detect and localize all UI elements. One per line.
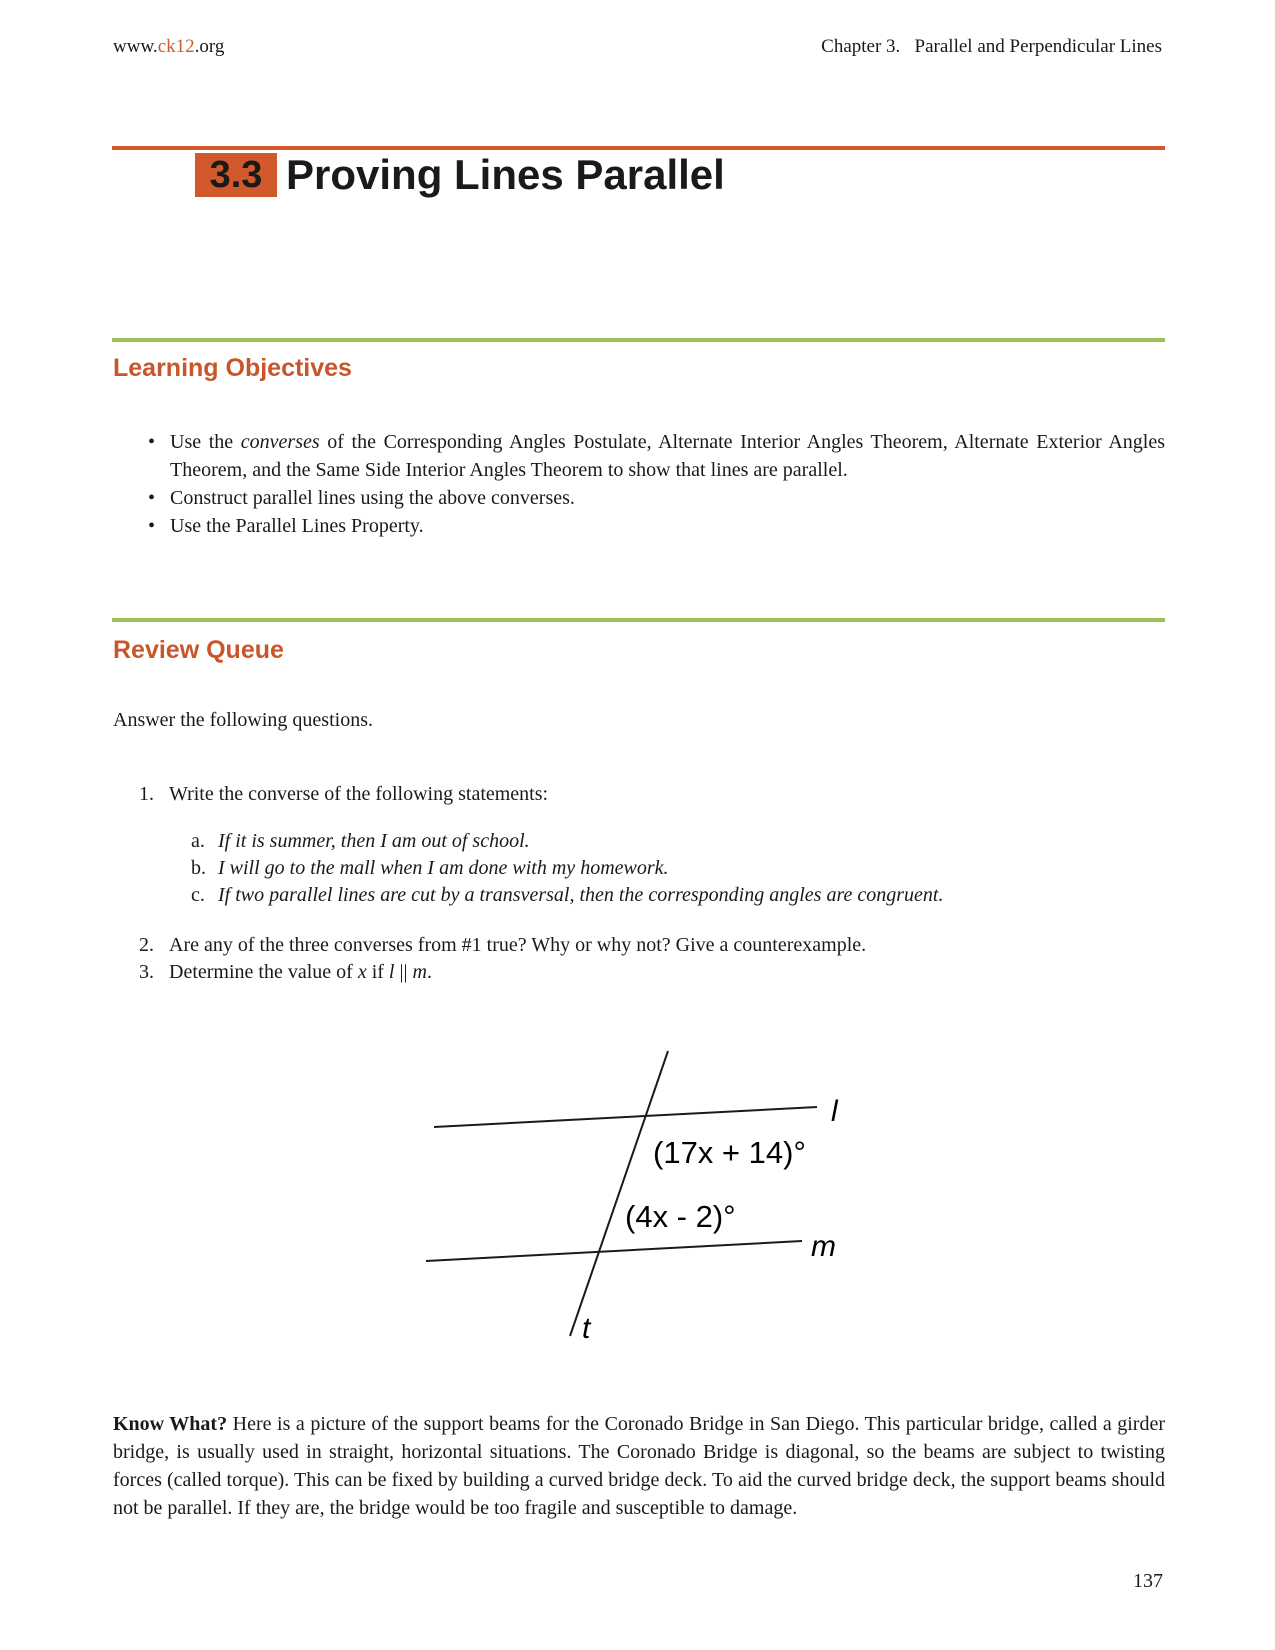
q3-line-m: m bbox=[412, 961, 427, 983]
site-url bbox=[113, 36, 224, 58]
line-m bbox=[426, 1241, 802, 1261]
sub-c-text: If two parallel lines are cut by a transversal, then the corresponding angles are congruent. bbox=[218, 884, 944, 906]
objective-text: Use the bbox=[170, 431, 241, 453]
question-2-text: Are any of the three converses from #1 true? Why or why not? Give a counterexample. bbox=[169, 934, 867, 956]
q3-text: Determine the value of bbox=[169, 961, 358, 983]
section-title: Proving Lines Parallel bbox=[286, 151, 725, 198]
site-url-suffix: .org bbox=[194, 36, 225, 57]
objective-item bbox=[148, 484, 1165, 512]
question-3-text bbox=[169, 958, 432, 986]
q3-line-l: l bbox=[388, 961, 395, 983]
question-3-number: 3. bbox=[139, 961, 154, 983]
page-number: 137 bbox=[1133, 1570, 1163, 1592]
site-url-prefix: www. bbox=[113, 36, 158, 57]
transversal-t bbox=[570, 1051, 668, 1336]
sub-a-text: If it is summer, then I am out of school. bbox=[218, 830, 530, 852]
chapter-header: Chapter 3. Parallel and Perpendicular Lines bbox=[821, 36, 1162, 57]
objective-text: Use the Parallel Lines Property. bbox=[170, 515, 424, 537]
sub-a-letter: a. bbox=[191, 830, 205, 852]
angle-top-label: (17x + 14)° bbox=[653, 1135, 806, 1170]
line-l bbox=[434, 1107, 817, 1127]
objective-text: Construct parallel lines using the above converses. bbox=[170, 487, 575, 509]
question-1-text: Write the converse of the following statements: bbox=[169, 783, 549, 805]
q3-text-mid: if bbox=[366, 961, 389, 983]
objective-emphasis: converses bbox=[240, 431, 320, 453]
label-t: t bbox=[582, 1312, 591, 1345]
objectives-heading: Learning Objectives bbox=[113, 354, 352, 382]
site-url-accent: ck12 bbox=[157, 36, 195, 57]
section-number: 3.3 bbox=[195, 153, 277, 197]
label-l: l bbox=[831, 1095, 838, 1128]
sub-b-text: I will go to the mall when I am done with my homework. bbox=[218, 857, 669, 879]
objective-text-rest: of the Corresponding Angles Postulate, Alternate Interior Angles Theorem, Alternate Exterior Angles Theorem, and the Same Side Interior Angles Theorem to show that lines are parallel. bbox=[170, 431, 1165, 481]
q3-variable-x: x bbox=[357, 961, 367, 983]
objective-item bbox=[148, 428, 1165, 484]
know-what-lead: Know What? bbox=[113, 1413, 228, 1435]
objectives-rule bbox=[112, 338, 1165, 342]
label-m: m bbox=[811, 1230, 836, 1263]
know-what-paragraph bbox=[113, 1410, 1165, 1522]
objective-item bbox=[148, 512, 1165, 540]
q3-parallel-symbol: || bbox=[394, 961, 413, 983]
review-heading: Review Queue bbox=[113, 636, 284, 664]
q3-period: . bbox=[426, 961, 432, 983]
sub-c-letter: c. bbox=[191, 884, 205, 906]
sub-b-letter: b. bbox=[191, 857, 206, 879]
angle-bottom-label: (4x - 2)° bbox=[625, 1199, 736, 1234]
question-1-number: 1. bbox=[139, 783, 154, 805]
objectives-list bbox=[148, 428, 1165, 540]
review-rule bbox=[112, 618, 1165, 622]
question-2-number: 2. bbox=[139, 934, 154, 956]
know-what-text: Here is a picture of the support beams for the Coronado Bridge in San Diego. This particular bridge, called a girder bridge, is usually used in straight, horizontal situations. The Coronado Bridge is diagonal, so the beams are subject to twisting forces (called torque). This can be fixed by building a curved bridge deck. To aid the curved bridge deck, the support beams should not be parallel. If they are, the bridge would be too fragile and susceptible to damage. bbox=[113, 1413, 1166, 1519]
review-intro: Answer the following questions. bbox=[113, 709, 373, 731]
transversal-figure bbox=[400, 1045, 860, 1345]
